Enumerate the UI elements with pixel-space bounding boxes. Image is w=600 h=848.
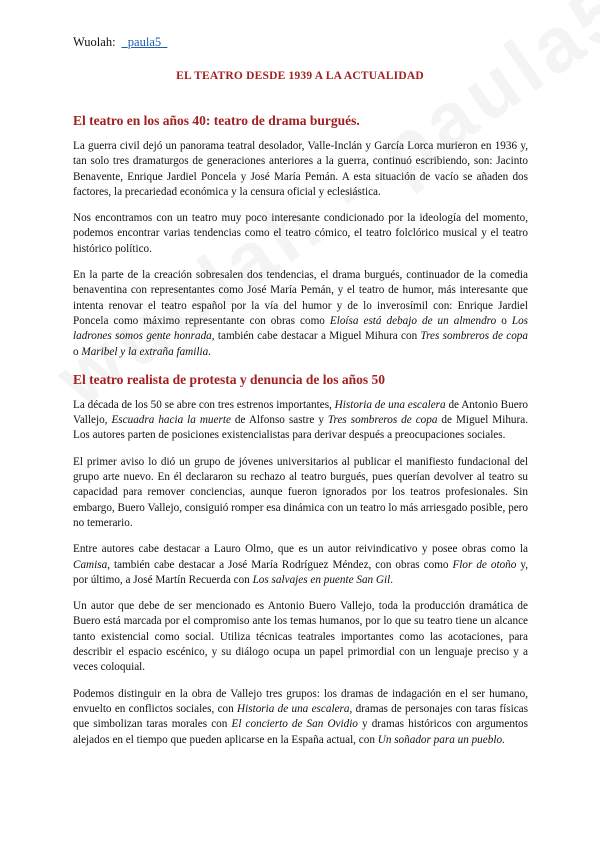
paragraph: Un autor que debe de ser mencionado es Antonio Buero Vallejo, toda la producción dramática de Buero está marcada por el compromiso ante los temas humanos, por lo que su teatro tiene un alcance tanto existencial como social. Utiliza técnicas teatrales importantes como las acotaciones, para describir el espacio escénico, y su diálogo ocupa un papel primordial con un lenguaje preciso y a veces coloquial. [73,600,528,674]
work-title: Tres sombreros de copa [327,414,438,427]
paragraph [73,268,528,360]
text-run: y dramas históricos con argumentos alejados en el tiempo que pueden aplicarse en la España actual, con [73,718,528,746]
text-run: , también cabe destacar a José María Rodríguez Méndez, con obras como [107,558,453,571]
work-title: Escuadra hacia la muerte [111,414,231,427]
work-title: Un soñador para un pueblo [377,733,503,746]
work-title: Maribel y la extraña familia [81,345,209,358]
user-link[interactable]: _paula5_ [121,35,168,49]
page-title: EL TEATRO DESDE 1939 A LA ACTUALIDAD [176,70,424,82]
text-run: de Miguel Mihura. Los autores parten de posiciones existencialistas para derivar después a preocupaciones sociales. [73,414,529,442]
header-label: Wuolah: [73,35,116,49]
paragraph: El primer aviso lo dió un grupo de jóvenes universitarios al publicar el manifiesto fundacional del grupo arte nuevo. En él declararon su rechazo al teatro burgués, pues querían devolver al teatro su capacidad para remover conciencias, aunque fueron ignorados por los teatros profesionales. Sin embargo, Buero Vallejo, consiguió romper esa dinámica con un teatro lo más arriesgado posible, pero no temerario. [73,455,528,529]
work-title: Historia de una escalera [237,702,350,715]
text-run: En la parte de la creación sobresalen dos tendencias, el drama burgués, continuador de la comedia benaventina con representantes como José María Pemán, y el teatro de humor, más interesante que intenta renovar el teatro español por la vía del humor y de lo inverosímil con: Enrique Jardiel Poncela como máximo representante con obras como [73,269,528,327]
text-run: , dramas de personajes con taras físicas que simbolizan taras morales con [73,702,528,731]
text-run: . [208,345,211,358]
text-run: , también cabe destacar a Miguel Mihura con [211,330,421,343]
text-run: o [496,314,512,327]
text-run: de Antonio Buero Vallejo, [73,398,529,427]
text-run: Entre autores cabe destacar a Lauro Olmo, que es un autor reivindicativo y posee obras como la [73,543,528,556]
page-header [73,35,167,50]
work-title: Los ladrones somos gente honrada [73,314,529,343]
work-title: Flor de otoño [452,558,517,571]
text-run: de Alfonso sastre y [230,414,328,427]
text-run: y, por último, a José Martín Recuerda con [73,558,528,586]
document-body [73,112,528,759]
text-run: . [502,733,505,746]
section-heading-1: El teatro en los años 40: teatro de drama burgués. [73,113,360,128]
text-run: La década de los 50 se abre con tres estrenos importantes, [73,398,335,411]
text-run: Podemos distinguir en la obra de Vallejo tres grupos: los dramas de indagación en el ser humano, envuelto en conflictos sociales, con [73,687,528,715]
paragraph [73,687,528,748]
paragraph: Nos encontramos con un teatro muy poco interesante condicionado por la ideología del momento, podemos encontrar varias tendencias como el teatro cómico, el teatro folclórico musical y el teatro histórico político. [73,212,528,255]
work-title: Camisa [73,558,108,571]
paragraph [73,398,528,444]
work-title: Historia de una escalera [334,398,446,411]
section-heading-2: El teatro realista de protesta y denuncia de los años 50 [73,371,386,387]
work-title: Eloísa está debajo de un almendro [329,314,497,327]
work-title: Tres sombreros de copa [420,330,528,343]
paragraph [73,542,528,588]
paragraph: La guerra civil dejó un panorama teatral desolador, Valle-Inclán y García Lorca murieron en 1936 y, tan solo tres dramaturgos de generaciones anteriores a la guerra, continuó escribiendo, son: Jacinto Benavente, Enrique Jardiel Poncela y José María Pemán. A esta situación de vacío se añaden dos factores, la precariedad económica y la censura oficial y eclesiástica. [73,140,528,198]
text-run: o [73,345,82,358]
work-title: El concierto de San Ovidio [231,718,358,731]
text-run: . [390,573,394,586]
work-title: Los salvajes en puente San Gil [252,573,391,586]
